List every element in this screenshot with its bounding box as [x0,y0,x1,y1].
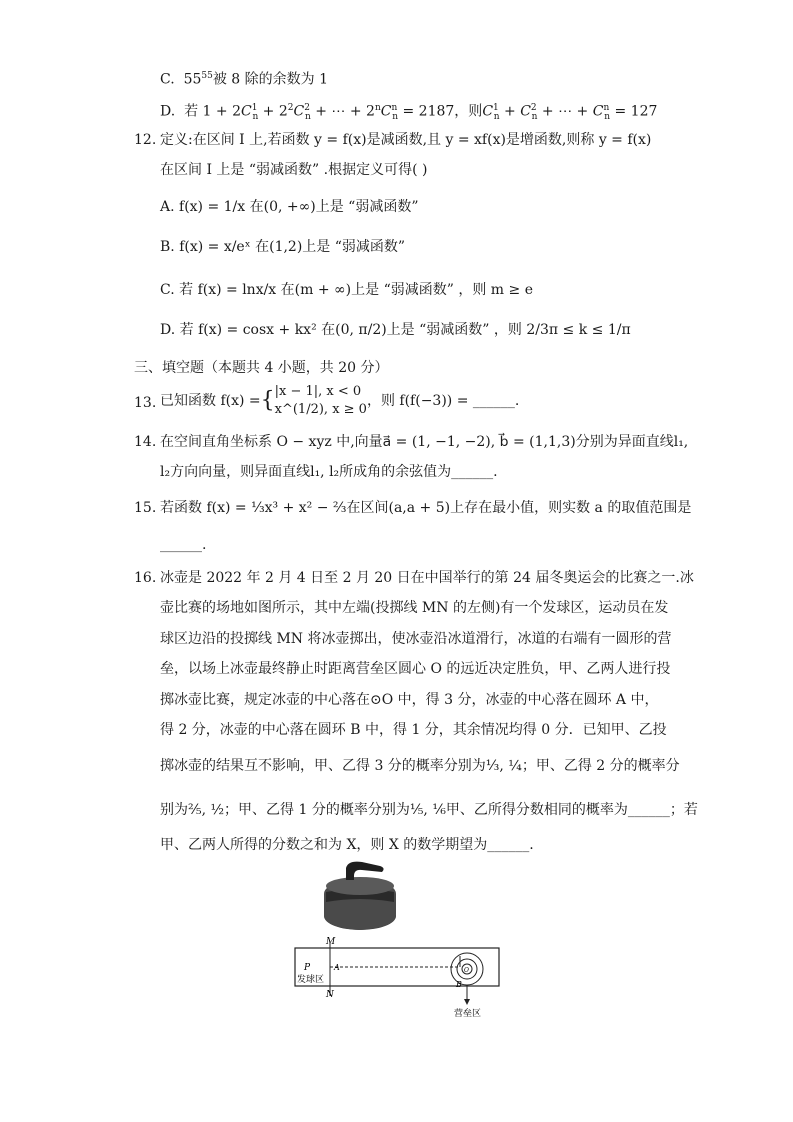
q16-number: 16. [134,570,157,586]
q13-case1: |x − 1|, x < 0 [274,384,362,399]
curling-stone-image [324,862,396,930]
q15-number: 15. [134,500,157,516]
section-heading: 三、填空题（本题共 4 小题，共 20 分） [134,360,389,376]
q12-option-a: A. f(x) = 1/x 在(0, +∞)上是 “弱减函数” [160,199,419,215]
q12-stem-line1: 定义:在区间 I 上,若函数 y = f(x)是减函数,且 y = xf(x)是增函数,则称 y = f(x) [160,132,652,148]
q16-line2: 壶比赛的场地如图所示，其中左端(投掷线 MN 的左侧)有一个发球区，运动员在发 [160,600,669,616]
label-camp-zone: 营垒区 [454,1009,482,1019]
q16-line9: 甲、乙两人所得的分数之和为 X，则 X 的数学期望为______. [160,837,534,853]
q12-number: 12. [134,132,157,148]
label-p: P [304,963,311,973]
option-c-prev: C. $55^{55}$被 8 除的余数为 1 [160,71,329,88]
q13-stem [160,383,519,419]
label-b: B [456,980,462,989]
q12-stem-line2: 在区间 I 上是 “弱减函数” .根据定义可得( ) [160,162,428,178]
q13-brace: { [260,388,275,413]
q16-line3: 球区边沿的投掷线 MN 将冰壶掷出，使冰壶沿冰道滑行，冰道的右端有一圆形的营 [160,631,672,647]
curling-diagram [290,856,505,1021]
label-m: M [326,937,336,947]
q16-line7: 掷冰壶的结果互不影响，甲、乙得 3 分的概率分别为⅓, ¼；甲、乙得 2 分的概率分 [160,758,680,774]
q15-line2: ______. [160,537,207,553]
label-o: O [464,967,469,974]
q13-prefix: 已知函数 f(x) = [160,393,261,409]
label-a: A [334,963,340,972]
q16-line1: 冰壶是 2022 年 2 月 4 日至 2 月 20 日在中国举行的第 24 届冬奥运会的比赛之一.冰 [160,570,694,586]
q14-number: 14. [134,434,157,450]
label-serve-zone: 发球区 [297,975,325,985]
q16-line5: 掷冰壶比赛，规定冰壶的中心落在⊙O 中，得 3 分，冰壶的中心落在圆环 A 中， [160,692,659,708]
q14-line1: 在空间直角坐标系 O − xyz 中,向量a⃗ = (1, −1, −2), b⃗ = (1,1,3)分别为异面直线l₁, [160,434,689,450]
q16-line6: 得 2 分，冰壶的中心落在圆环 B 中，得 1 分，其余情况均得 0 分．已知甲、乙投 [160,722,667,738]
q12-option-c: C. 若 f(x) = lnx/x 在(m + ∞)上是 “弱减函数” ，则 m ≥ e [160,282,533,298]
q12-option-d: D. 若 f(x) = cosx + kx² 在(0, π/2)上是 “弱减函数” ，则 2/3π ≤ k ≤ 1/π [160,322,631,338]
q16-line4: 垒，以场上冰壶最终静止时距离营垒区圆心 O 的远近决定胜负，甲、乙两人进行投 [160,661,671,677]
q13-case2: x^(1/2), x ≥ 0 [274,402,367,417]
q15-line1: 若函数 f(x) = ⅓x³ + x² − ⅔在区间(a,a + 5)上存在最小值，则实数 a 的取值范围是 [160,500,692,516]
q13-number: 13. [134,395,157,411]
q16-line8: 别为⅖, ½；甲、乙得 1 分的概率分别为⅕, ⅙甲、乙所得分数相同的概率为______；若 [160,802,698,818]
q12-option-b: B. f(x) = x/eˣ 在(1,2)上是 “弱减函数” [160,239,406,255]
label-n: N [326,990,334,1000]
option-d-prev: D. 若 $1 + 2C^1_n + 2^2C^2_n$ + ⋯ + $2^nC^n_n = 2187$，则$C^1_n + C^2_n$ + ⋯ + $C^n_n = 127$ [160,103,658,123]
q13-suffix: ，则 f(f(−3)) = ______. [366,393,520,409]
camp-arrow-head [464,999,470,1005]
curling-figure [290,856,505,1021]
q14-line2: l₂方向向量，则异面直线l₁, l₂所成角的余弦值为______. [160,464,498,480]
